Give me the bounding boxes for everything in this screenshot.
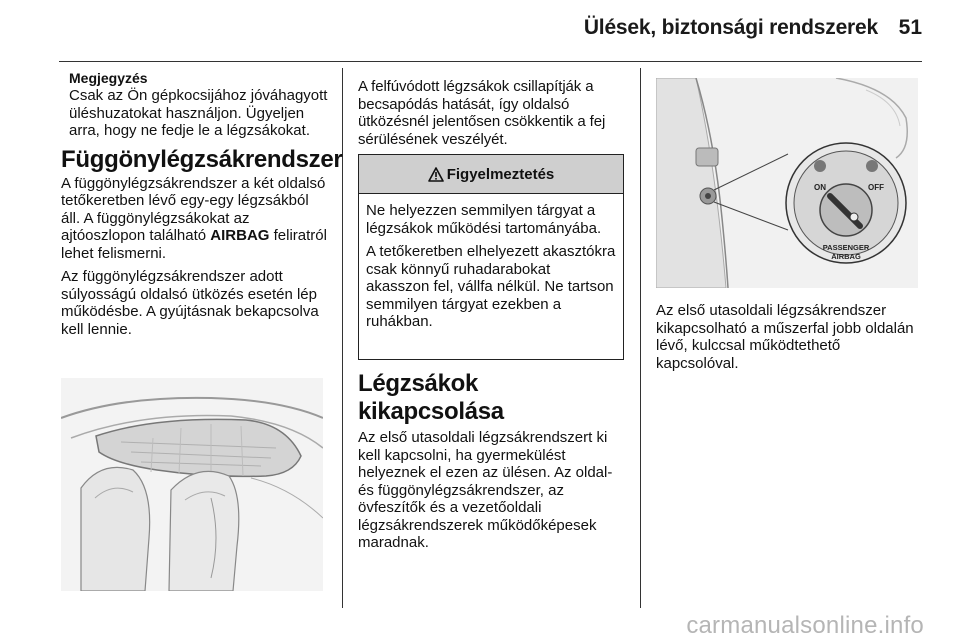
warning-triangle-icon — [428, 167, 444, 182]
switch-caption: Az első utasoldali légzsákrendszer kikapcsolható a műszerfal jobb oldalán lévő, kulccsal működtethető kapcsolóval. — [656, 302, 914, 372]
warning-para-2: A tetőkeretben elhelyezett akasztókra csak könnyű ruhadarabokat akasszon fel, vállfa nélkül. Ne tartson semmilyen tárgyat ezekben a ruhákban. — [366, 243, 616, 330]
heading-curtain-airbag: Függönylégzsákrendszer — [61, 145, 343, 173]
curtain-para-2: Az függönylégzsákrendszer adott súlyosságú oldalsó ütközés esetén lép működésbe. A gyújtásnak bekapcsolva kell lennie. — [61, 268, 319, 338]
passenger-airbag-switch-illustration — [656, 78, 918, 288]
warning-header — [359, 155, 623, 194]
curtain-para-1-tail: feliratról lehet felismerni. — [61, 227, 327, 262]
deactivation-section — [358, 370, 628, 552]
header-divider — [59, 61, 922, 62]
switch-airbag-label: AIRBAG — [831, 252, 861, 261]
note-title: Megjegyzés — [69, 70, 148, 86]
switch-off-label: OFF — [868, 183, 884, 192]
warning-para-1: Ne helyezzen semmilyen tárgyat a légzsákok működési tartományába. — [366, 202, 602, 237]
deactivation-para: Az első utasoldali légzsákrendszert ki kell kapcsolni, ha gyermekülést helyeznek el ezen az ülésen. Az oldal- és függönylégzsákrendszer, az övfeszítők és a vezetőoldali légzsákrendszerek működőképesek maradnak. — [358, 429, 613, 551]
car-interior-drawing — [61, 378, 323, 591]
switch-passenger-label: PASSENGER — [822, 243, 870, 252]
column-divider-2 — [640, 68, 641, 608]
page-header — [0, 0, 960, 62]
page-title: Ülések, biztonsági rendszerek — [583, 16, 878, 39]
column-1 — [61, 70, 343, 338]
warning-body — [359, 194, 623, 337]
watermark: carmanualsonline.info — [686, 612, 924, 639]
curtain-airbag-illustration — [61, 378, 323, 591]
curtain-para-1 — [61, 175, 329, 263]
curtain-para-1-text: A függönylégzsákrendszer a két oldalsó tetőkeretben lévő egy-egy légzsákból áll. A függönylégzsákokat az ajtóoszlopon található — [61, 174, 326, 244]
column-2 — [358, 78, 626, 148]
switch-drawing — [656, 78, 918, 288]
page-number: 51 — [898, 16, 922, 39]
airbag-label: AIRBAG — [210, 227, 270, 244]
column-3 — [656, 302, 918, 372]
column-divider-1 — [342, 68, 343, 608]
warning-title: Figyelmeztetés — [446, 165, 555, 183]
note-block — [61, 70, 329, 140]
heading-airbag-deactivation: Légzsákok kikapcsolása — [358, 370, 504, 425]
switch-on-label: ON — [814, 183, 826, 192]
note-body: Csak az Ön gépkocsijához jóváhagyott üléshuzatokat használjon. Ügyeljen arra, hogy ne fedje le a légzsákokat. — [69, 87, 328, 139]
curtain-effect-para: A felfúvódott légzsákok csillapítják a becsapódás hatását, így oldalsó ütközésnél jelentősen csökkentik a fej sérülésének veszélyét. — [358, 78, 606, 148]
warning-box — [358, 154, 624, 360]
